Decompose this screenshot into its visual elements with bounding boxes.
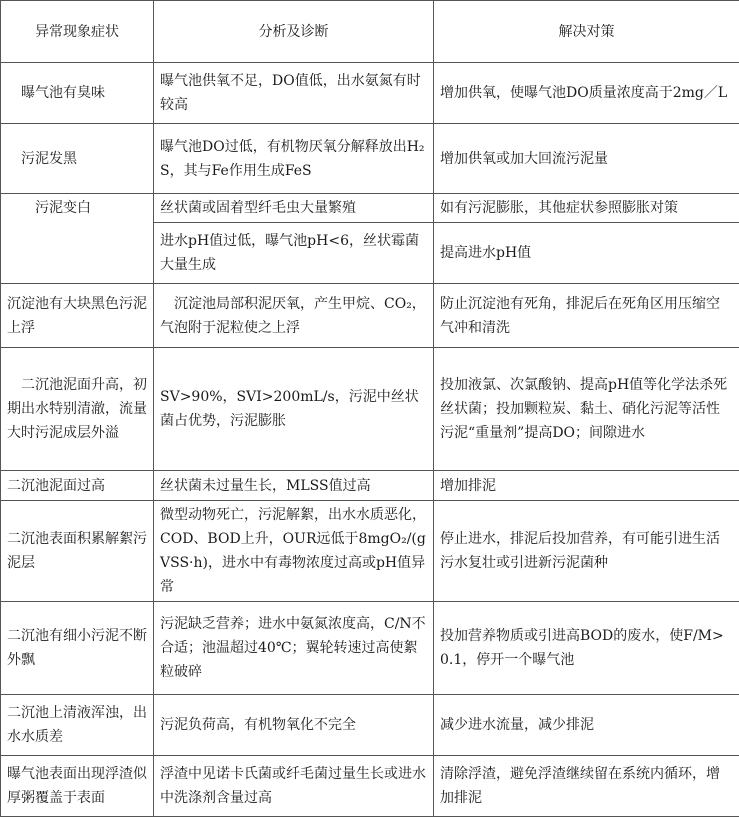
solution-cell: 如有污泥膨胀，其他症状参照膨胀对策	[434, 194, 739, 223]
table-row	[1, 124, 739, 194]
table-row	[1, 602, 739, 695]
table-row	[1, 695, 739, 756]
analysis-cell: 丝状菌未过量生长，MLSS值过高	[154, 471, 434, 501]
analysis-cell: 曝气池供氧不足，DO值低，出水氨氮有时较高	[154, 63, 434, 124]
solution-cell: 清除浮渣，避免浮渣继续留在系统内循环，增加排泥	[434, 756, 739, 817]
symptom-cell: 二沉池泥面过高	[1, 471, 154, 501]
analysis-cell: 污泥缺乏营养；进水中氨氮浓度高，C/N不合适；池温超过40℃；翼轮转速过高使絮粒破碎	[154, 602, 434, 695]
header-row	[1, 1, 739, 63]
analysis-cell: 丝状菌或固着型纤毛虫大量繁殖	[154, 194, 434, 223]
solution-cell: 提高进水pH值	[434, 223, 739, 284]
table-row	[1, 471, 739, 501]
solution-cell: 停止进水，排泥后投加营养，有可能引进生活污水复壮或引进新污泥菌种	[434, 501, 739, 602]
symptom-cell: 污泥发黑	[1, 124, 154, 194]
analysis-cell: 进水pH值过低，曝气池pH<6，丝状霉菌大量生成	[154, 223, 434, 284]
symptom-cell: 沉淀池有大块黑色污泥上浮	[1, 284, 154, 348]
table-row	[1, 63, 739, 124]
table-row	[1, 194, 739, 223]
symptom-cell: 二沉池有细小污泥不断外飘	[1, 602, 154, 695]
solution-cell: 减少进水流量，减少排泥	[434, 695, 739, 756]
symptom-cell: 污泥变白	[1, 194, 154, 284]
analysis-cell: SV>90%，SVI>200mL/s，污泥中丝状菌占优势，污泥膨胀	[154, 348, 434, 471]
solution-cell: 增加供氧，使曝气池DO质量浓度高于2mg／L	[434, 63, 739, 124]
table-row	[1, 284, 739, 348]
solution-cell: 投加液氯、次氯酸钠、提高pH值等化学法杀死丝状菌；投加颗粒炭、黏土、硝化污泥等活性污泥“重量剂”提高DO；间隙进水	[434, 348, 739, 471]
symptom-cell: 二沉池上清液浑浊，出水水质差	[1, 695, 154, 756]
symptom-cell: 二沉池表面积累解絮污泥层	[1, 501, 154, 602]
symptom-cell: 曝气池有臭味	[1, 63, 154, 124]
analysis-cell: 微型动物死亡，污泥解絮，出水水质恶化，COD、BOD上升，OUR远低于8mgO₂/(gVSS·h)，进水中有毒物浓度过高或pH值异常	[154, 501, 434, 602]
analysis-cell: 曝气池DO过低，有机物厌氧分解释放出H₂S，其与Fe作用生成FeS	[154, 124, 434, 194]
analysis-cell: 污泥负荷高，有机物氧化不完全	[154, 695, 434, 756]
table-row	[1, 501, 739, 602]
header-symptom: 异常现象症状	[1, 1, 154, 63]
analysis-cell: 浮渣中见诺卡氏菌或纤毛菌过量生长或进水中洗涤剂含量过高	[154, 756, 434, 817]
solution-cell: 增加供氧或加大回流污泥量	[434, 124, 739, 194]
solution-cell: 增加排泥	[434, 471, 739, 501]
header-analysis: 分析及诊断	[154, 1, 434, 63]
solution-cell: 投加营养物质或引进高BOD的废水，使F/M>0.1，停开一个曝气池	[434, 602, 739, 695]
analysis-cell: 沉淀池局部积泥厌氧，产生甲烷、CO₂，气泡附于泥粒使之上浮	[154, 284, 434, 348]
symptom-cell: 曝气池表面出现浮渣似厚粥覆盖于表面	[1, 756, 154, 817]
table-row	[1, 756, 739, 817]
header-solution: 解决对策	[434, 1, 739, 63]
symptom-cell: 二沉池泥面升高，初期出水特别清澈，流量大时污泥成层外溢	[1, 348, 154, 471]
solution-cell: 防止沉淀池有死角，排泥后在死角区用压缩空气冲和清洗	[434, 284, 739, 348]
table-row	[1, 348, 739, 471]
